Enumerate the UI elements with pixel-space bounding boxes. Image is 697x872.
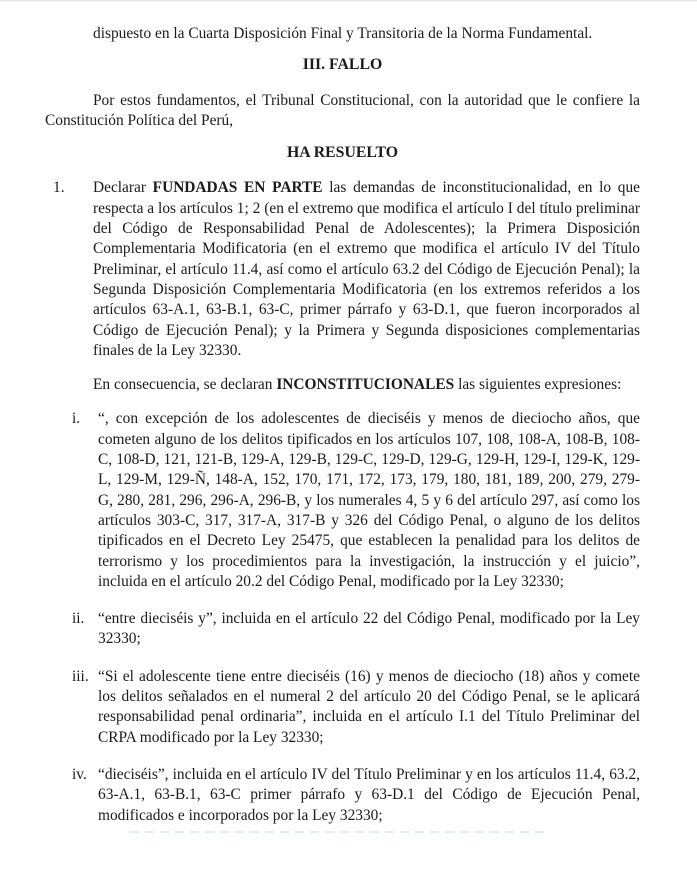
- expressions-list: [45, 409, 640, 825]
- expression-item-iii-number: iii.: [72, 667, 89, 685]
- scan-artifact-line: [130, 831, 550, 833]
- resolution-item-1: [45, 178, 640, 361]
- prev-paragraph-tail: dispuesto en la Cuarta Disposición Final y Transitoria de la Norma Fundamental.: [93, 25, 593, 42]
- expression-item-i: [72, 409, 640, 592]
- fallo-section-heading: III. FALLO: [302, 56, 383, 74]
- scan-top-edge: [0, 0, 697, 2]
- resuelto-heading: HA RESUELTO: [286, 144, 399, 162]
- expression-item-ii-text: “entre dieciséis y”, incluida en el artículo 22 del Código Penal, modificado por la Ley 32330;: [98, 610, 640, 648]
- intro-paragraph: Por estos fundamentos, el Tribunal Constitucional, con la autoridad que le confiere la Constitución Política del Perú,: [45, 91, 640, 129]
- expression-item-iv-text: “dieciséis”, incluida en el artículo IV del Título Preliminar y en los artículos 11.4, 63.2, 63-A.1, 63-B.1, 63-C primer párrafo y 63-D.1 del Código de Ejecución Penal, modificados e incorporados por la Ley 32330;: [98, 765, 640, 824]
- expression-item-iii-text: “Si el adolescente tiene entre dieciséis (16) y menos de dieciocho (18) años y comete los delitos señalados en el numeral 2 del artículo 20 del Código Penal, se le aplicará responsabilidad penal ordinaria”, incluida en el artículo I.1 del Título Preliminar del CRPA modificado por la Ley 32330;: [98, 667, 640, 746]
- expression-item-i-number: i.: [72, 410, 81, 428]
- expression-item-iv: [72, 765, 640, 826]
- expression-item-ii-number: ii.: [72, 610, 85, 628]
- expression-item-iii: [72, 667, 640, 748]
- resolution-item-1-text: Declarar FUNDADAS EN PARTE las demandas de inconstitucionalidad, en lo que respecta a los artículos 1; 2 (en el extremo que modifica el artículo I del título preliminar del Código de Responsabilidad Penal de Adolescentes); la Primera Disposición Complementaria Modificatoria (en el extremo que modifica el artículo IV del Título Preliminar, el artículo 11.4, así como el artículo 63.2 del Código de Ejecución Penal); la Segunda Disposición Complementaria Modificatoria (en los extremos referidos a los artículos 63-A.1, 63-B.1, 63-C, primer párrafo y 63-D.1, que fueron incorporados al Código de Ejecución Penal); y la Primera y Segunda disposiciones complementarias finales de la Ley 32330.: [93, 179, 640, 359]
- expression-item-i-text: “, con excepción de los adolescentes de dieciséis y menos de dieciocho años, que cometen alguno de los delitos tipificados en los artículos 107, 108, 108-A, 108-B, 108-C, 108-D, 121, 121-B, 129-A, 129-B, 129-C, 129-D, 129-G, 129-H, 129-I, 129-K, 129-L, 129-M, 129-Ñ, 148-A, 152, 170, 171, 172, 173, 179, 180, 181, 189, 200, 279, 279-G, 280, 281, 296, 296-A, 296-B, y los numerales 4, 5 y 6 del artículo 297, así como los artículos 303-C, 317, 317-A, 317-B y 326 del Código Penal, o alguno de los delitos tipificados en el Decreto Ley 25475, que establecen la penalidad para los delitos de terrorismo y los procedimientos para la investigación, la instrucción y el juicio”, incluida en el artículo 20.2 del Código Penal, modificado por la Ley 32330;: [98, 410, 640, 590]
- resolution-item-1-number: 1.: [53, 179, 65, 197]
- expression-item-iv-number: iv.: [72, 765, 87, 783]
- expression-item-ii: [72, 609, 640, 650]
- consequence-paragraph: En consecuencia, se declaran INCONSTITUCIONALES las siguientes expresiones:: [93, 376, 622, 394]
